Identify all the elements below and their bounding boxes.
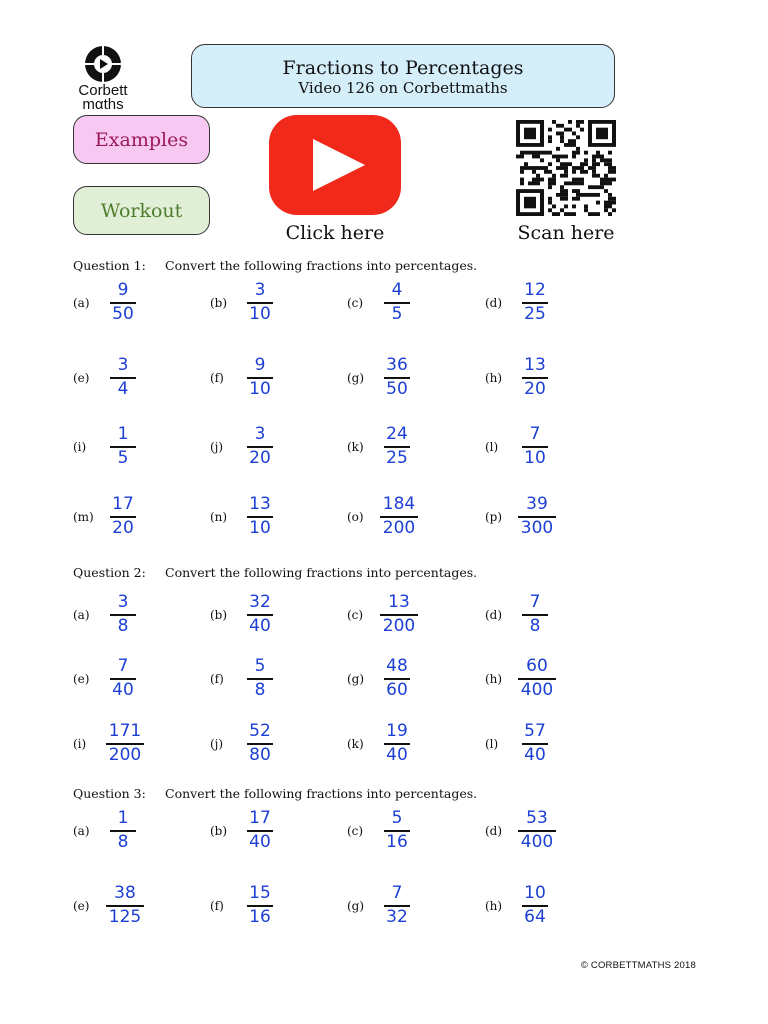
question-label: Question 3: <box>73 786 146 801</box>
fraction-item <box>73 721 213 767</box>
numerator: 10 <box>524 883 546 903</box>
fraction-item <box>210 280 350 326</box>
denominator: 50 <box>386 378 408 399</box>
numerator: 3 <box>254 424 266 444</box>
numerator: 13 <box>249 494 271 514</box>
fraction <box>375 883 419 927</box>
denominator: 5 <box>391 303 403 324</box>
denominator: 20 <box>249 447 271 468</box>
item-letter: (h) <box>485 672 503 686</box>
numerator: 17 <box>249 808 271 828</box>
numerator: 19 <box>386 721 408 741</box>
numerator: 3 <box>254 280 266 300</box>
fraction-item <box>347 592 487 638</box>
item-letter: (b) <box>210 296 228 310</box>
numerator: 15 <box>249 883 271 903</box>
fraction <box>238 656 282 700</box>
denominator: 40 <box>249 831 271 852</box>
fraction-item <box>73 280 213 326</box>
item-letter: (b) <box>210 824 228 838</box>
examples-button[interactable]: Examples <box>73 115 210 164</box>
question-1-heading <box>73 258 477 273</box>
fraction <box>515 494 559 538</box>
fraction <box>238 424 282 468</box>
item-letter: (i) <box>73 737 87 751</box>
denominator: 4 <box>117 378 129 399</box>
fraction <box>375 808 419 852</box>
item-letter: (e) <box>73 899 90 913</box>
fraction <box>375 424 419 468</box>
denominator: 16 <box>249 906 271 927</box>
fraction-item <box>347 355 487 401</box>
qr-code[interactable] <box>516 120 616 216</box>
numerator: 7 <box>117 656 129 676</box>
item-letter: (l) <box>485 737 499 751</box>
denominator: 10 <box>249 303 271 324</box>
item-letter: (g) <box>347 371 365 385</box>
corbettmaths-logo <box>72 44 134 114</box>
numerator: 3 <box>117 355 129 375</box>
item-letter: (f) <box>210 672 224 686</box>
denominator: 10 <box>249 378 271 399</box>
question-instruction: Convert the following fractions into percentages. <box>165 786 478 801</box>
fraction <box>238 355 282 399</box>
denominator: 20 <box>524 378 546 399</box>
fraction-item <box>485 494 625 540</box>
item-letter: (h) <box>485 371 503 385</box>
scan-here-label: Scan here <box>517 222 615 244</box>
numerator: 52 <box>249 721 271 741</box>
denominator: 200 <box>382 615 416 636</box>
denominator: 20 <box>112 517 134 538</box>
item-letter: (f) <box>210 899 224 913</box>
copyright-text: © CORBETTMATHS 2018 <box>580 960 696 971</box>
denominator: 60 <box>386 679 408 700</box>
numerator: 39 <box>526 494 548 514</box>
denominator: 8 <box>529 615 541 636</box>
fraction-item <box>347 494 487 540</box>
numerator: 24 <box>386 424 408 444</box>
fraction-item <box>210 494 350 540</box>
denominator: 300 <box>520 517 554 538</box>
numerator: 5 <box>391 808 403 828</box>
denominator: 8 <box>254 679 266 700</box>
denominator: 32 <box>386 906 408 927</box>
numerator: 5 <box>254 656 266 676</box>
item-letter: (c) <box>347 824 364 838</box>
fraction <box>101 808 145 852</box>
fraction-item <box>485 808 625 854</box>
numerator: 7 <box>529 424 541 444</box>
numerator: 13 <box>388 592 410 612</box>
fraction <box>238 883 282 927</box>
workout-button[interactable]: Workout <box>73 186 210 235</box>
denominator: 40 <box>524 744 546 765</box>
logo-text-corbett: Corbett <box>78 82 128 99</box>
denominator: 16 <box>386 831 408 852</box>
fraction-item <box>347 721 487 767</box>
logo-text-maths: mαths <box>82 96 124 113</box>
fraction <box>375 355 419 399</box>
fraction <box>513 883 557 927</box>
item-letter: (m) <box>73 510 94 524</box>
fraction <box>377 494 421 538</box>
question-label: Question 2: <box>73 565 146 580</box>
fraction-item <box>347 280 487 326</box>
fraction <box>513 721 557 765</box>
question-instruction: Convert the following fractions into percentages. <box>165 565 478 580</box>
fraction-item <box>210 592 350 638</box>
numerator: 9 <box>117 280 129 300</box>
fraction-item <box>73 808 213 854</box>
video-play-button[interactable] <box>269 115 401 215</box>
item-letter: (h) <box>485 899 503 913</box>
question-2-heading <box>73 565 477 580</box>
item-letter: (g) <box>347 672 365 686</box>
fraction <box>101 656 145 700</box>
numerator: 13 <box>524 355 546 375</box>
numerator: 36 <box>386 355 408 375</box>
denominator: 25 <box>386 447 408 468</box>
fraction-item <box>485 656 625 702</box>
fraction <box>513 592 557 636</box>
question-3-heading <box>73 786 477 801</box>
question-label: Question 1: <box>73 258 146 273</box>
item-letter: (d) <box>485 296 503 310</box>
fraction-item <box>73 883 213 929</box>
numerator: 12 <box>524 280 546 300</box>
denominator: 10 <box>524 447 546 468</box>
denominator: 8 <box>117 615 129 636</box>
fraction-item <box>73 355 213 401</box>
item-letter: (a) <box>73 296 90 310</box>
denominator: 40 <box>249 615 271 636</box>
numerator: 1 <box>117 424 129 444</box>
fraction <box>103 883 147 927</box>
denominator: 10 <box>249 517 271 538</box>
fraction-item <box>347 883 487 929</box>
numerator: 38 <box>114 883 136 903</box>
fraction <box>515 656 559 700</box>
fraction-item <box>73 656 213 702</box>
fraction-item <box>347 424 487 470</box>
title-box <box>191 44 615 108</box>
click-here-link[interactable]: Click here <box>285 222 385 244</box>
fraction <box>375 280 419 324</box>
item-letter: (e) <box>73 371 90 385</box>
denominator: 64 <box>524 906 546 927</box>
fraction-item <box>73 592 213 638</box>
item-letter: (j) <box>210 737 224 751</box>
item-letter: (i) <box>73 440 87 454</box>
numerator: 53 <box>526 808 548 828</box>
denominator: 200 <box>382 517 416 538</box>
numerator: 32 <box>249 592 271 612</box>
fraction <box>101 424 145 468</box>
item-letter: (n) <box>210 510 228 524</box>
fraction-item <box>347 808 487 854</box>
fraction-item <box>210 355 350 401</box>
fraction <box>375 721 419 765</box>
page-subtitle: Video 126 on Corbettmaths <box>298 79 508 97</box>
fraction <box>513 355 557 399</box>
item-letter: (a) <box>73 824 90 838</box>
item-letter: (k) <box>347 737 364 751</box>
fraction <box>101 494 145 538</box>
fraction <box>101 592 145 636</box>
fraction <box>375 656 419 700</box>
denominator: 125 <box>108 906 142 927</box>
item-letter: (k) <box>347 440 364 454</box>
fraction <box>238 280 282 324</box>
denominator: 50 <box>112 303 134 324</box>
numerator: 9 <box>254 355 266 375</box>
fraction-item <box>210 883 350 929</box>
denominator: 40 <box>386 744 408 765</box>
denominator: 40 <box>112 679 134 700</box>
fraction-item <box>485 883 625 929</box>
denominator: 80 <box>249 744 271 765</box>
fraction <box>238 808 282 852</box>
fraction <box>103 721 147 765</box>
fraction <box>101 355 145 399</box>
numerator: 1 <box>117 808 129 828</box>
fraction-item <box>73 424 213 470</box>
qr-code-icon <box>516 120 616 216</box>
item-letter: (l) <box>485 440 499 454</box>
numerator: 60 <box>526 656 548 676</box>
numerator: 4 <box>391 280 403 300</box>
denominator: 400 <box>520 831 554 852</box>
numerator: 17 <box>112 494 134 514</box>
fraction <box>238 494 282 538</box>
item-letter: (b) <box>210 608 228 622</box>
fraction-item <box>485 355 625 401</box>
page-title: Fractions to Percentages <box>282 57 524 79</box>
item-letter: (d) <box>485 608 503 622</box>
item-letter: (e) <box>73 672 90 686</box>
numerator: 3 <box>117 592 129 612</box>
question-instruction: Convert the following fractions into percentages. <box>165 258 478 273</box>
item-letter: (d) <box>485 824 503 838</box>
play-icon <box>269 115 401 215</box>
fraction-item <box>485 592 625 638</box>
logo-mark-icon <box>81 44 125 84</box>
fraction-item <box>210 424 350 470</box>
denominator: 400 <box>520 679 554 700</box>
item-letter: (c) <box>347 296 364 310</box>
fraction-item <box>347 656 487 702</box>
numerator: 7 <box>391 883 403 903</box>
fraction-item <box>210 808 350 854</box>
item-letter: (p) <box>485 510 503 524</box>
fraction <box>238 592 282 636</box>
item-letter: (g) <box>347 899 365 913</box>
item-letter: (f) <box>210 371 224 385</box>
numerator: 7 <box>529 592 541 612</box>
fraction-item <box>73 494 213 540</box>
fraction <box>513 280 557 324</box>
fraction <box>238 721 282 765</box>
denominator: 200 <box>108 744 142 765</box>
fraction-item <box>210 721 350 767</box>
fraction-item <box>485 424 625 470</box>
fraction <box>377 592 421 636</box>
denominator: 8 <box>117 831 129 852</box>
numerator: 57 <box>524 721 546 741</box>
denominator: 5 <box>117 447 129 468</box>
numerator: 171 <box>108 721 142 741</box>
item-letter: (j) <box>210 440 224 454</box>
fraction <box>515 808 559 852</box>
numerator: 48 <box>386 656 408 676</box>
item-letter: (c) <box>347 608 364 622</box>
item-letter: (o) <box>347 510 364 524</box>
fraction <box>513 424 557 468</box>
denominator: 25 <box>524 303 546 324</box>
fraction-item <box>485 280 625 326</box>
fraction <box>101 280 145 324</box>
item-letter: (a) <box>73 608 90 622</box>
fraction-item <box>485 721 625 767</box>
numerator: 184 <box>382 494 416 514</box>
fraction-item <box>210 656 350 702</box>
